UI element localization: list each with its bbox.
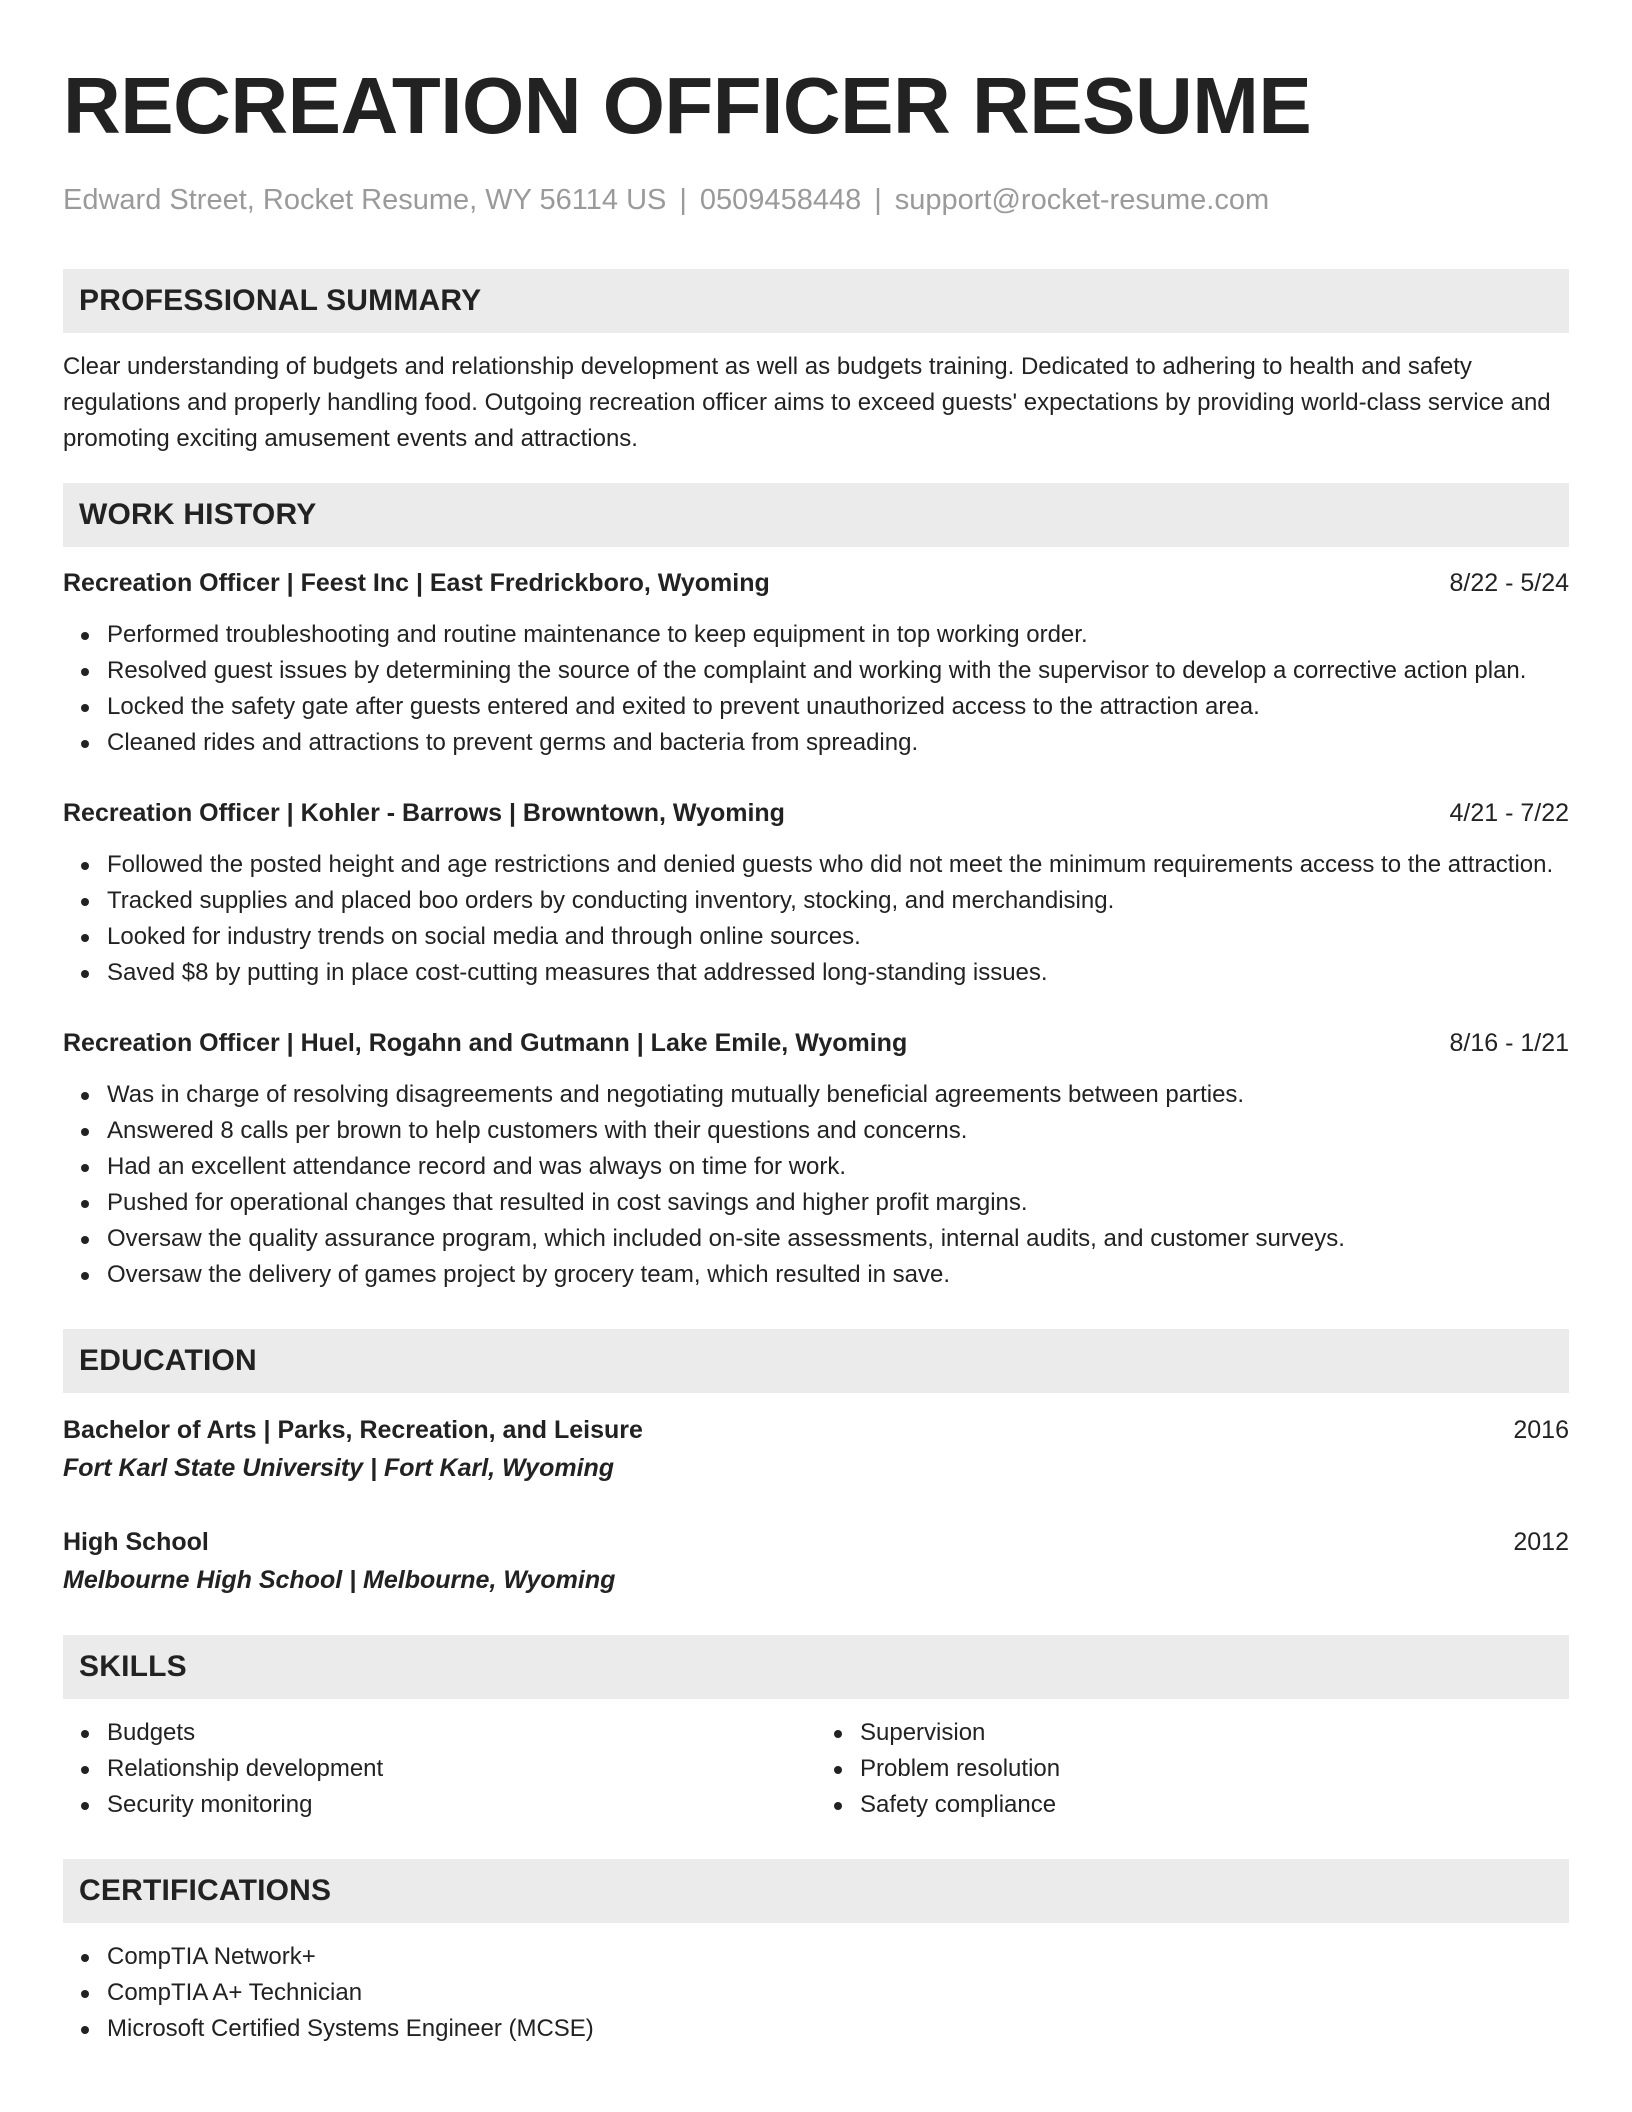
education-school: Fort Karl State University | Fort Karl, Wyoming xyxy=(63,1454,615,1482)
list-item xyxy=(63,2011,1569,2047)
contact-address: Edward Street, Rocket Resume, WY 56114 US xyxy=(63,184,667,216)
list-item xyxy=(63,653,1569,689)
job-dates: 4/21 - 7/22 xyxy=(1449,799,1569,827)
job-dates: 8/16 - 1/21 xyxy=(1449,1029,1569,1057)
list-item xyxy=(63,883,1569,919)
bullet-dot xyxy=(834,1730,842,1738)
skill-text: Relationship development xyxy=(107,1755,384,1782)
section-title: WORK HISTORY xyxy=(79,498,317,531)
list-item-text: Performed troubleshooting and routine maintenance to keep equipment in top working order. xyxy=(107,621,1088,648)
section-title: EDUCATION xyxy=(79,1344,257,1377)
list-item-text: Saved $8 by putting in place cost-cutting measures that addressed long-standing issues. xyxy=(107,959,1048,986)
job-bullets xyxy=(63,1077,1569,1293)
job-title: Recreation Officer | Feest Inc | East Fredrickboro, Wyoming xyxy=(63,569,770,597)
skill-text: Safety compliance xyxy=(860,1791,1057,1818)
section-header-education xyxy=(63,1329,1569,1393)
bullet-dot xyxy=(81,1954,89,1962)
list-item xyxy=(63,725,1569,761)
certifications-bullets xyxy=(63,1939,1569,2047)
contact-separator: | xyxy=(679,184,687,216)
list-item xyxy=(63,617,1569,653)
list-item xyxy=(63,1221,1569,1257)
bullet-dot xyxy=(81,898,89,906)
list-item xyxy=(63,1787,816,1823)
section-title: PROFESSIONAL SUMMARY xyxy=(79,284,482,317)
skill-text: Security monitoring xyxy=(107,1791,313,1818)
bullet-dot xyxy=(81,1766,89,1774)
contact-line xyxy=(63,182,1569,218)
education-year: 2012 xyxy=(1513,1528,1569,1556)
resume-title: RECREATION OFFICER RESUME xyxy=(63,61,1312,150)
list-item-text: Oversaw the delivery of games project by grocery team, which resulted in save. xyxy=(107,1261,951,1288)
skills-column-left xyxy=(63,1715,816,1823)
list-item xyxy=(63,1939,1569,1975)
list-item xyxy=(63,847,1569,883)
section-header-skills xyxy=(63,1635,1569,1699)
bullet-dot xyxy=(81,1730,89,1738)
education-year: 2016 xyxy=(1513,1416,1569,1444)
bullet-dot xyxy=(81,668,89,676)
list-item-text: Tracked supplies and placed boo orders by conducting inventory, stocking, and merchandising. xyxy=(107,887,1115,914)
job-bullets xyxy=(63,617,1569,761)
skills-column-right xyxy=(816,1715,1569,1823)
bullet-dot xyxy=(81,704,89,712)
bullet-dot xyxy=(81,1272,89,1280)
job-header xyxy=(63,795,1569,831)
summary-text: Clear understanding of budgets and relationship development as well as budgets training. Dedicated to adhering to health and safety regulations and properly handling food. Outgoing recreation officer aims to exceed guests' expectations by providing world-class service and promoting exciting amusement events and attractions. xyxy=(63,353,1551,452)
bullet-dot xyxy=(81,1236,89,1244)
education-header xyxy=(63,1523,1569,1561)
list-item xyxy=(63,1975,1569,2011)
list-item-text: Oversaw the quality assurance program, which included on-site assessments, internal audits, and customer surveys. xyxy=(107,1225,1345,1252)
job-entry xyxy=(63,1025,1569,1293)
skill-text: Budgets xyxy=(107,1719,196,1746)
certification-text: CompTIA Network+ xyxy=(107,1943,316,1970)
section-title: CERTIFICATIONS xyxy=(79,1874,332,1907)
education-entry xyxy=(63,1411,1569,1487)
bullet-dot xyxy=(81,1200,89,1208)
job-title: Recreation Officer | Kohler - Barrows | Browntown, Wyoming xyxy=(63,799,785,827)
list-item-text: Resolved guest issues by determining the source of the complaint and working with the supervisor to develop a corrective action plan. xyxy=(107,657,1527,684)
contact-separator: | xyxy=(874,184,882,216)
bullet-dot xyxy=(834,1766,842,1774)
certifications-list xyxy=(63,1939,1569,2047)
skills-bullets xyxy=(816,1715,1569,1823)
job-entry xyxy=(63,565,1569,761)
bullet-dot xyxy=(81,740,89,748)
list-item xyxy=(63,1113,1569,1149)
list-item-text: Answered 8 calls per brown to help customers with their questions and concerns. xyxy=(107,1117,968,1144)
list-item-text: Cleaned rides and attractions to prevent germs and bacteria from spreading. xyxy=(107,729,919,756)
list-item-text: Pushed for operational changes that resulted in cost savings and higher profit margins. xyxy=(107,1189,1028,1216)
list-item xyxy=(63,955,1569,991)
education-header xyxy=(63,1411,1569,1449)
skill-text: Supervision xyxy=(860,1719,986,1746)
list-item xyxy=(816,1715,1569,1751)
job-header xyxy=(63,565,1569,601)
bullet-dot xyxy=(81,1990,89,1998)
job-title: Recreation Officer | Huel, Rogahn and Gutmann | Lake Emile, Wyoming xyxy=(63,1029,908,1057)
list-item-text: Followed the posted height and age restrictions and denied guests who did not meet the minimum requirements access to the attraction. xyxy=(107,851,1554,878)
list-item-text: Looked for industry trends on social media and through online sources. xyxy=(107,923,861,950)
list-item xyxy=(63,1257,1569,1293)
bullet-dot xyxy=(81,1128,89,1136)
list-item xyxy=(63,689,1569,725)
contact-phone: 0509458448 xyxy=(699,184,862,216)
skills-bullets xyxy=(63,1715,816,1823)
section-title: SKILLS xyxy=(79,1650,187,1683)
education-degree: Bachelor of Arts | Parks, Recreation, and Leisure xyxy=(63,1416,643,1444)
education-entry xyxy=(63,1523,1569,1599)
list-item xyxy=(816,1787,1569,1823)
job-header xyxy=(63,1025,1569,1061)
skills-list xyxy=(63,1715,1569,1823)
job-bullets xyxy=(63,847,1569,991)
education-school: Melbourne High School | Melbourne, Wyoming xyxy=(63,1566,616,1594)
bullet-dot xyxy=(81,1802,89,1810)
certification-text: Microsoft Certified Systems Engineer (MCSE) xyxy=(107,2015,594,2042)
section-header-work xyxy=(63,483,1569,547)
bullet-dot xyxy=(81,1164,89,1172)
list-item-text: Had an excellent attendance record and was always on time for work. xyxy=(107,1153,847,1180)
list-item-text: Locked the safety gate after guests entered and exited to prevent unauthorized access to the attraction area. xyxy=(107,693,1260,720)
list-item xyxy=(63,1715,816,1751)
job-dates: 8/22 - 5/24 xyxy=(1449,569,1569,597)
bullet-dot xyxy=(81,1092,89,1100)
bullet-dot xyxy=(81,970,89,978)
list-item xyxy=(63,1751,816,1787)
list-item xyxy=(63,1077,1569,1113)
list-item xyxy=(63,1185,1569,1221)
bullet-dot xyxy=(81,2026,89,2034)
bullet-dot xyxy=(81,862,89,870)
list-item xyxy=(63,1149,1569,1185)
bullet-dot xyxy=(834,1802,842,1810)
section-header-summary xyxy=(63,269,1569,333)
job-entry xyxy=(63,795,1569,991)
section-header-certifications xyxy=(63,1859,1569,1923)
education-degree: High School xyxy=(63,1528,209,1556)
list-item xyxy=(63,919,1569,955)
certification-text: CompTIA A+ Technician xyxy=(107,1979,363,2006)
skill-text: Problem resolution xyxy=(860,1755,1061,1782)
list-item-text: Was in charge of resolving disagreements and negotiating mutually beneficial agreements between parties. xyxy=(107,1081,1245,1108)
list-item xyxy=(816,1751,1569,1787)
bullet-dot xyxy=(81,934,89,942)
bullet-dot xyxy=(81,632,89,640)
contact-email: support@rocket-resume.com xyxy=(894,184,1270,216)
